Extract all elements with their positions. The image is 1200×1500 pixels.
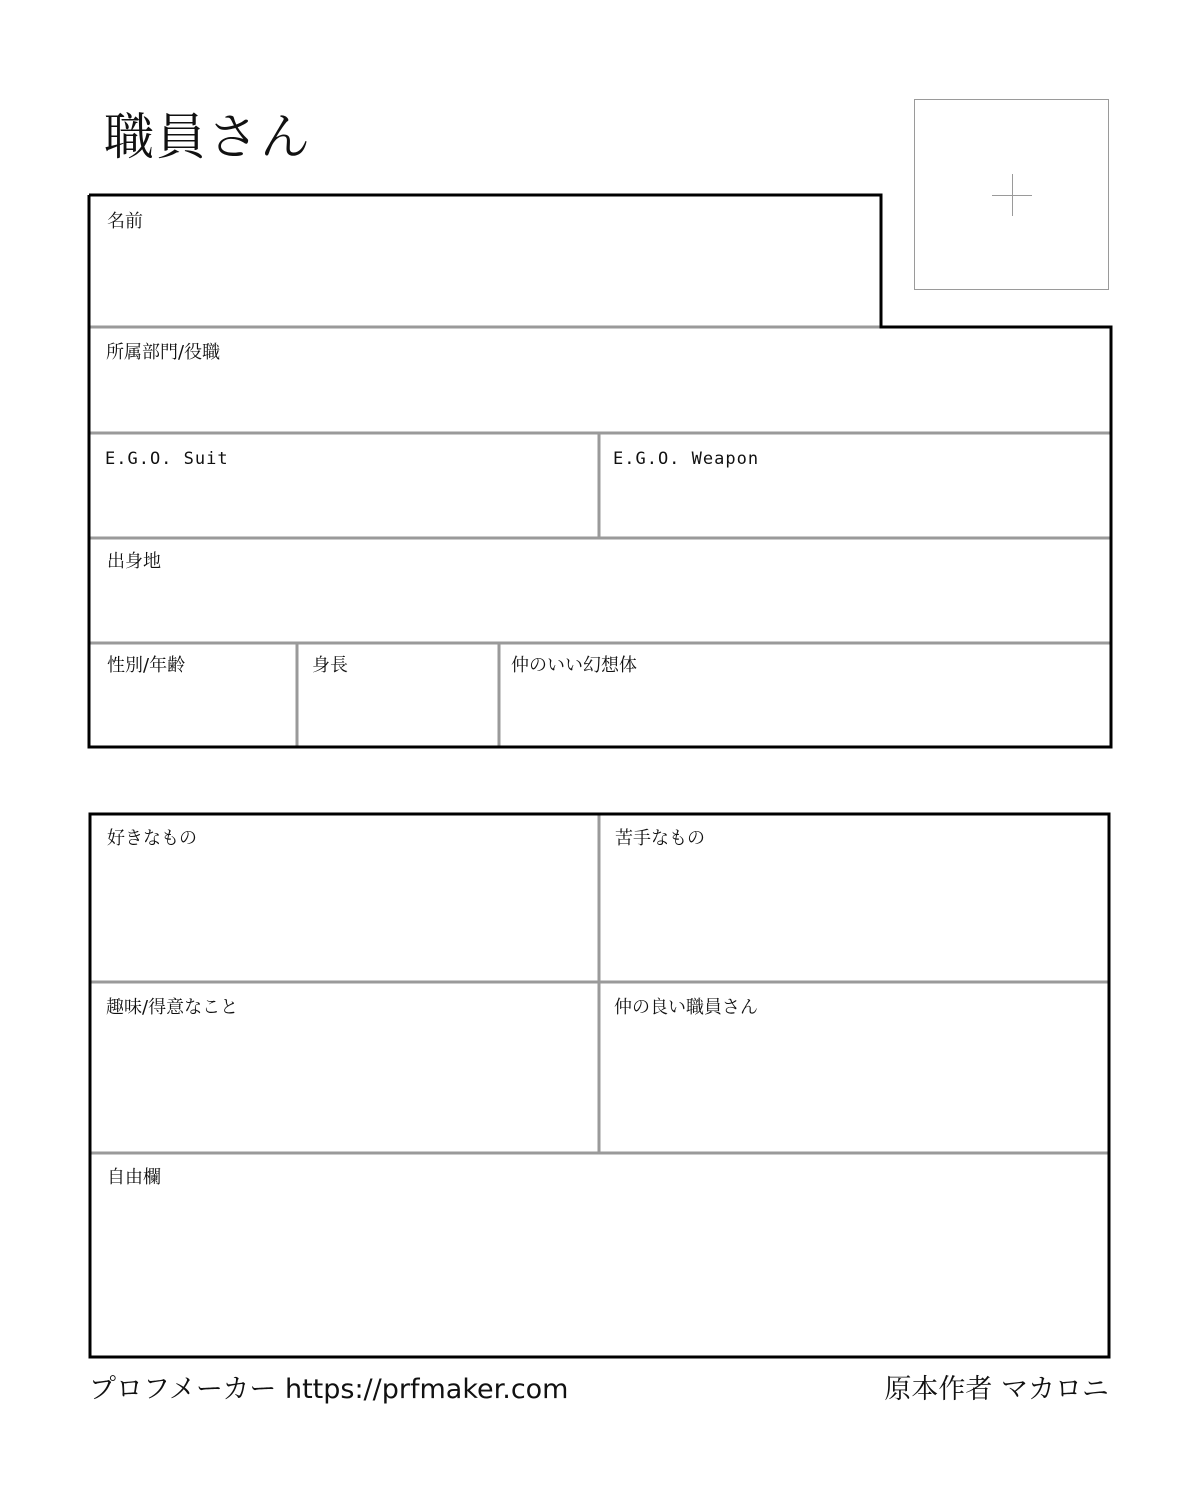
likes-label: 好きなもの bbox=[107, 828, 197, 849]
department-role-field[interactable] bbox=[90, 329, 1109, 432]
height-label: 身長 bbox=[312, 655, 348, 676]
dislikes-label: 苦手なもの bbox=[615, 828, 705, 849]
hometown-field[interactable] bbox=[90, 540, 1109, 642]
friendly-abnormality-label: 仲のいい幻想体 bbox=[511, 655, 637, 676]
ego-weapon-label: E.G.O. Weapon bbox=[613, 449, 760, 469]
free-space-label: 自由欄 bbox=[107, 1167, 161, 1188]
ego-suit-label: E.G.O. Suit bbox=[105, 449, 229, 469]
department-role-label: 所属部門/役職 bbox=[106, 342, 221, 363]
page-title: 職員さん bbox=[104, 108, 312, 166]
name-label: 名前 bbox=[107, 211, 143, 232]
hobbies-skills-label: 趣味/得意なこと bbox=[106, 997, 239, 1018]
gender-age-label: 性別/年齢 bbox=[107, 655, 186, 676]
name-field[interactable] bbox=[90, 196, 880, 326]
hometown-label: 出身地 bbox=[107, 551, 161, 572]
footer-site-credit: プロフメーカー https://prfmaker.com bbox=[89, 1374, 569, 1405]
friendly-employee-label: 仲の良い職員さん bbox=[614, 997, 758, 1018]
footer-author-credit: 原本作者 マカロニ bbox=[884, 1374, 1109, 1405]
free-space-field[interactable] bbox=[92, 1155, 1107, 1355]
